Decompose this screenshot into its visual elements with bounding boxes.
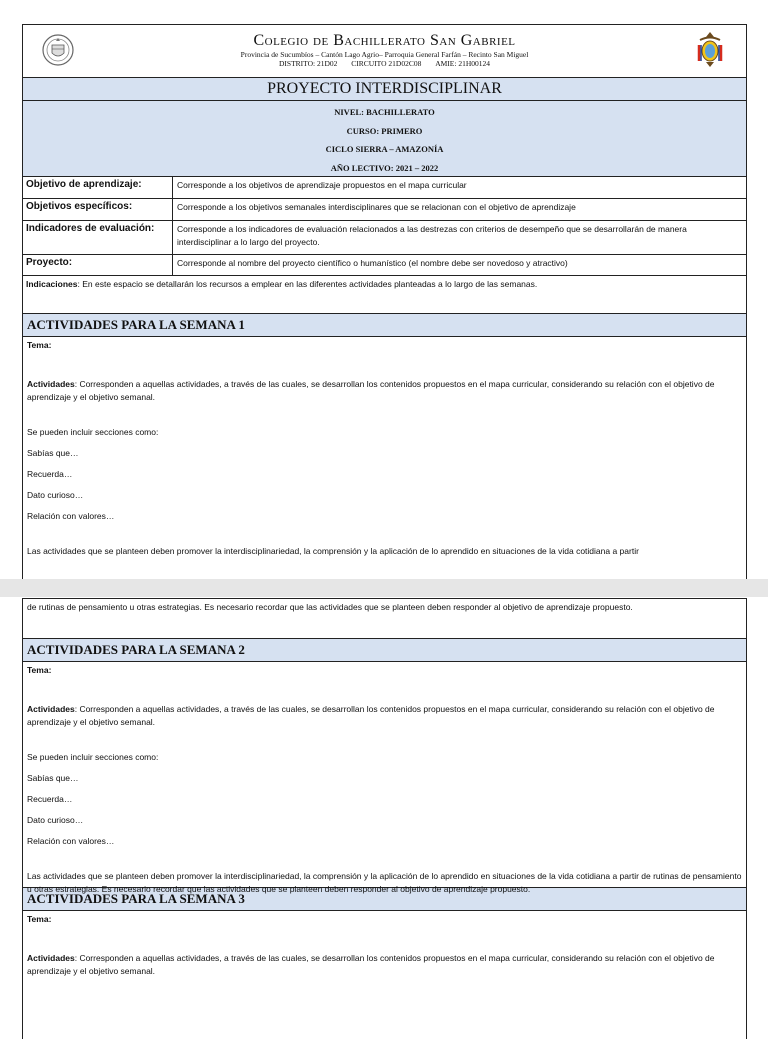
cycle-line: CICLO SIERRA – AMAZONÍA — [325, 144, 444, 154]
school-address: Provincia de Sucumbíos – Cantón Lago Agrio– Parroquia General Farfán – Recinto San Miguel — [240, 50, 529, 59]
page-gap — [0, 579, 768, 597]
indications-label: Indicaciones — [26, 279, 78, 289]
indicators-row — [23, 221, 746, 255]
indicators-value: Corresponde a los indicadores de evaluación relacionados a las destrezas con criterios de desempeño que se desarrollarán de manera interdisciplinar a lo largo del proyecto. — [177, 224, 687, 247]
sections-intro: Se pueden incluir secciones como: — [27, 427, 159, 437]
year-line: AÑO LECTIVO: 2021 – 2022 — [330, 162, 439, 173]
document-page-1 — [22, 24, 747, 580]
indications-text: : En este espacio se detallarán los recursos a emplear en las diferentes actividades planteadas a lo largo de las semanas. — [77, 279, 538, 289]
project-meta — [23, 101, 746, 177]
week-1-heading: ACTIVIDADES PARA LA SEMANA 1 — [23, 314, 746, 337]
activities-label: Actividades — [27, 704, 75, 714]
specific-objectives-label: Objetivos específicos: — [23, 199, 173, 220]
specific-objectives-value: Corresponde a los objetivos semanales interdisciplinares que se relacionan con el objetivo de aprendizaje — [177, 202, 576, 212]
amie-code: AMIE: 21H00124 — [435, 59, 491, 68]
course-line: CURSO: PRIMERO — [346, 125, 423, 136]
sections-intro: Se pueden incluir secciones como: — [27, 752, 159, 762]
ecuador-coat-of-arms-icon — [697, 31, 723, 69]
activities-paragraph — [27, 703, 742, 729]
school-name: Colegio de Bachillerato San Gabriel — [253, 32, 516, 49]
week-3-content — [23, 911, 746, 978]
activities-paragraph — [27, 378, 742, 404]
objective-row — [23, 177, 746, 199]
tema-label: Tema: — [27, 914, 52, 924]
circuit-code: CIRCUITO 21D02C08 — [351, 59, 422, 68]
district-code: DISTRITO: 21D02 — [278, 59, 338, 68]
tema-label: Tema: — [27, 340, 52, 350]
activities-text: : Corresponden a aquellas actividades, a través de las cuales, se desarrollan los contenidos propuestos en el mapa curricular, considerando su relación con el objetivo de aprendizaje y el objetivo semanal. — [27, 953, 715, 976]
closing-paragraph-part1: Las actividades que se planteen deben promover la interdisciplinariedad, la comprensión y la aplicación de lo aprendido en situaciones de la vida cotidiana a partir — [27, 546, 639, 556]
week-2-heading: ACTIVIDADES PARA LA SEMANA 2 — [23, 639, 746, 662]
school-codes — [23, 59, 746, 68]
section-valores: Relación con valores… — [27, 511, 115, 521]
activities-text: : Corresponden a aquellas actividades, a través de las cuales, se desarrollan los contenidos propuestos en el mapa curricular, considerando su relación con el objetivo de aprendizaje y el objetivo semanal. — [27, 379, 715, 402]
indicators-label: Indicadores de evaluación: — [23, 221, 173, 254]
document-page-2 — [22, 598, 747, 1039]
objective-value: Corresponde a los objetivos de aprendizaje propuestos en el mapa curricular — [177, 180, 467, 190]
week-2-content — [23, 662, 746, 894]
week-3-heading: ACTIVIDADES PARA LA SEMANA 3 — [23, 888, 746, 911]
document-header — [23, 25, 746, 78]
activities-label: Actividades — [27, 379, 75, 389]
specific-objectives-row — [23, 199, 746, 221]
closing-paragraph: Las actividades que se planteen deben promover la interdisciplinariedad, la comprensión y la aplicación de lo aprendido en situaciones de la vida cotidiana a partir de rutinas de pensamiento u otras estrategias. Es necesario recordar que las actividades que se planteen deben responder al objetivo de aprendizaje propuesto. — [27, 871, 742, 894]
tema-label: Tema: — [27, 665, 52, 675]
closing-paragraph-part2: de rutinas de pensamiento u otras estrategias. Es necesario recordar que las actividades que se planteen deben responder al objetivo de aprendizaje propuesto. — [23, 599, 746, 639]
section-sabias: Sabías que… — [27, 773, 79, 783]
objective-label: Objetivo de aprendizaje: — [23, 177, 173, 198]
activities-text: : Corresponden a aquellas actividades, a través de las cuales, se desarrollan los contenidos propuestos en el mapa curricular, considerando su relación con el objetivo de aprendizaje y el objetivo semanal. — [27, 704, 715, 727]
project-title: PROYECTO INTERDISCIPLINAR — [23, 78, 746, 101]
indications-block — [23, 276, 746, 314]
activities-paragraph — [27, 952, 742, 978]
activities-label: Actividades — [27, 953, 75, 963]
section-sabias: Sabías que… — [27, 448, 79, 458]
project-row — [23, 255, 746, 276]
section-dato-curioso: Dato curioso… — [27, 490, 84, 500]
level-line: NIVEL: BACHILLERATO — [334, 107, 435, 117]
section-valores: Relación con valores… — [27, 836, 115, 846]
project-value: Corresponde al nombre del proyecto científico o humanístico (el nombre debe ser novedoso y atractivo) — [177, 258, 568, 268]
project-label: Proyecto: — [23, 255, 173, 275]
section-dato-curioso: Dato curioso… — [27, 815, 84, 825]
week-1-content — [23, 337, 746, 558]
section-recuerda: Recuerda… — [27, 794, 73, 804]
section-recuerda: Recuerda… — [27, 469, 73, 479]
